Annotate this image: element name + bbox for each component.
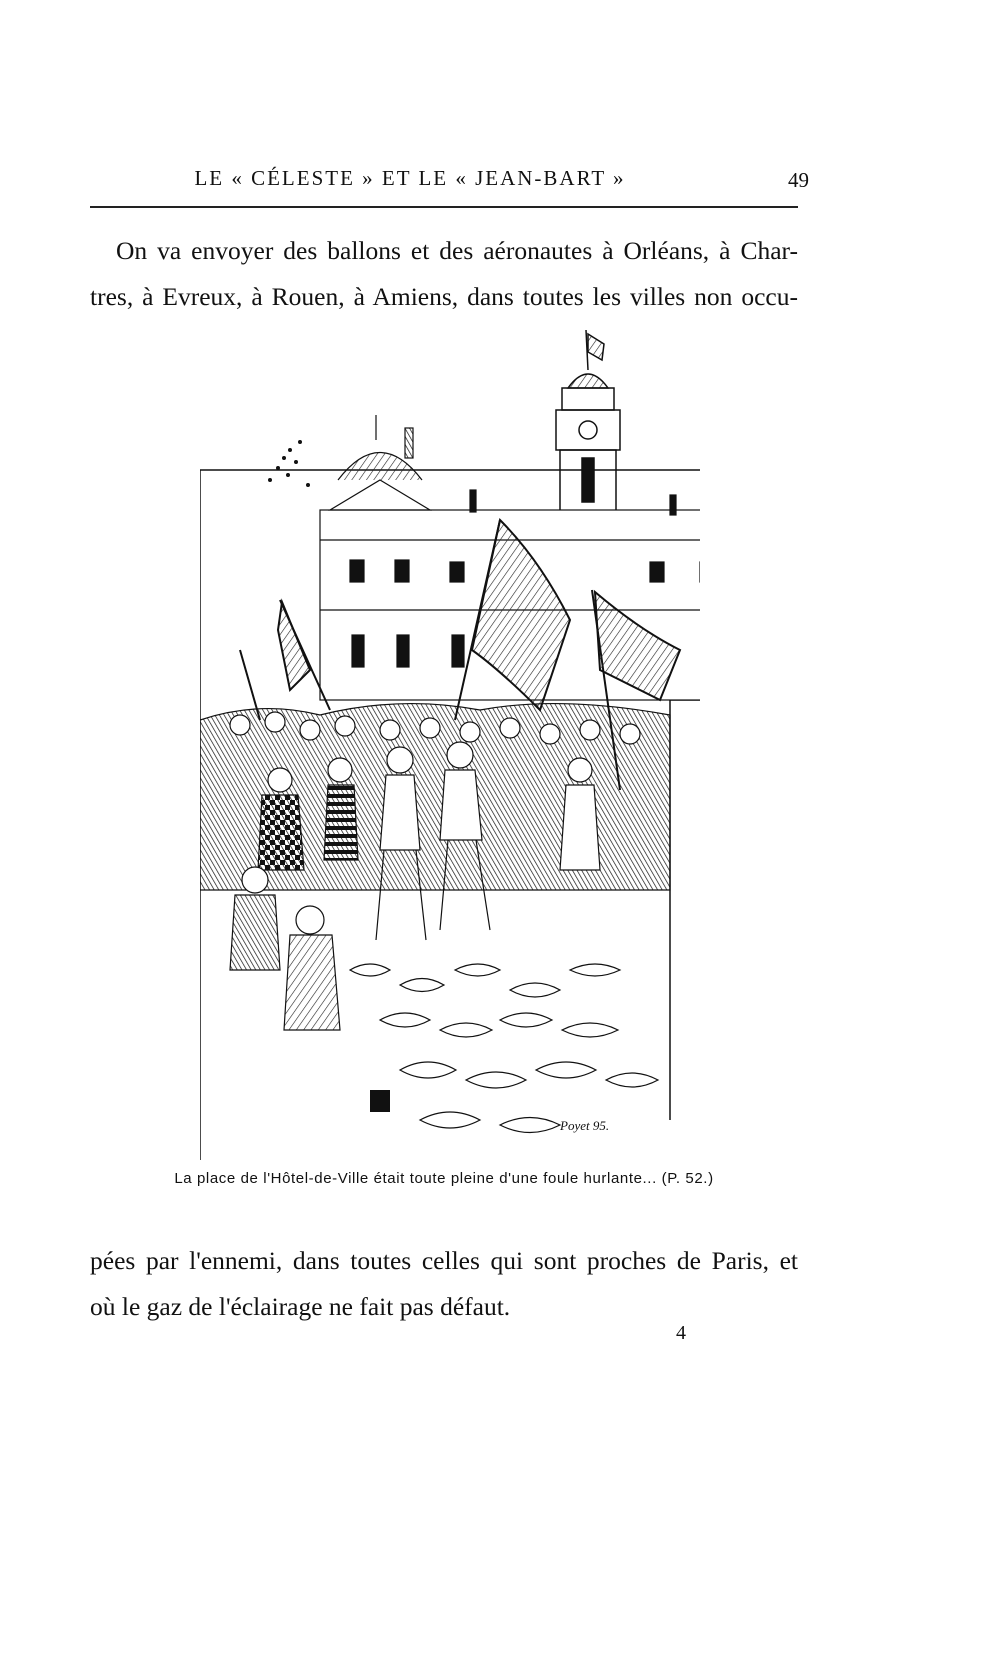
text-line: pées par l'ennemi, dans toutes celles qui sont proches de Paris, et (90, 1246, 798, 1275)
signature-mark: 4 (676, 1322, 686, 1344)
paragraph-bottom (90, 1238, 798, 1330)
artist-signature: Poyet 95. (560, 1118, 610, 1133)
illustration-caption: La place de l'Hôtel-de-Ville était toute pleine d'une foule hurlante... (P. 52.) (174, 1170, 714, 1187)
text-line: On va envoyer des ballons et des aéronautes à Orléans, à Char- (116, 236, 798, 265)
text-line: tres, à Evreux, à Rouen, à Amiens, dans toutes les villes non occu- (90, 282, 798, 311)
running-title: LE « CÉLESTE » ET LE « JEAN-BART » (194, 166, 626, 190)
illustration-engraving (200, 330, 700, 1160)
flock-of-birds (268, 440, 310, 487)
cobblestone-pavement (350, 964, 658, 1133)
text-line: où le gaz de l'éclairage ne fait pas défaut. (90, 1292, 511, 1321)
page-number: 49 (788, 168, 809, 192)
header-rule (90, 206, 798, 208)
running-head (0, 166, 1000, 196)
paragraph-top (90, 228, 798, 320)
